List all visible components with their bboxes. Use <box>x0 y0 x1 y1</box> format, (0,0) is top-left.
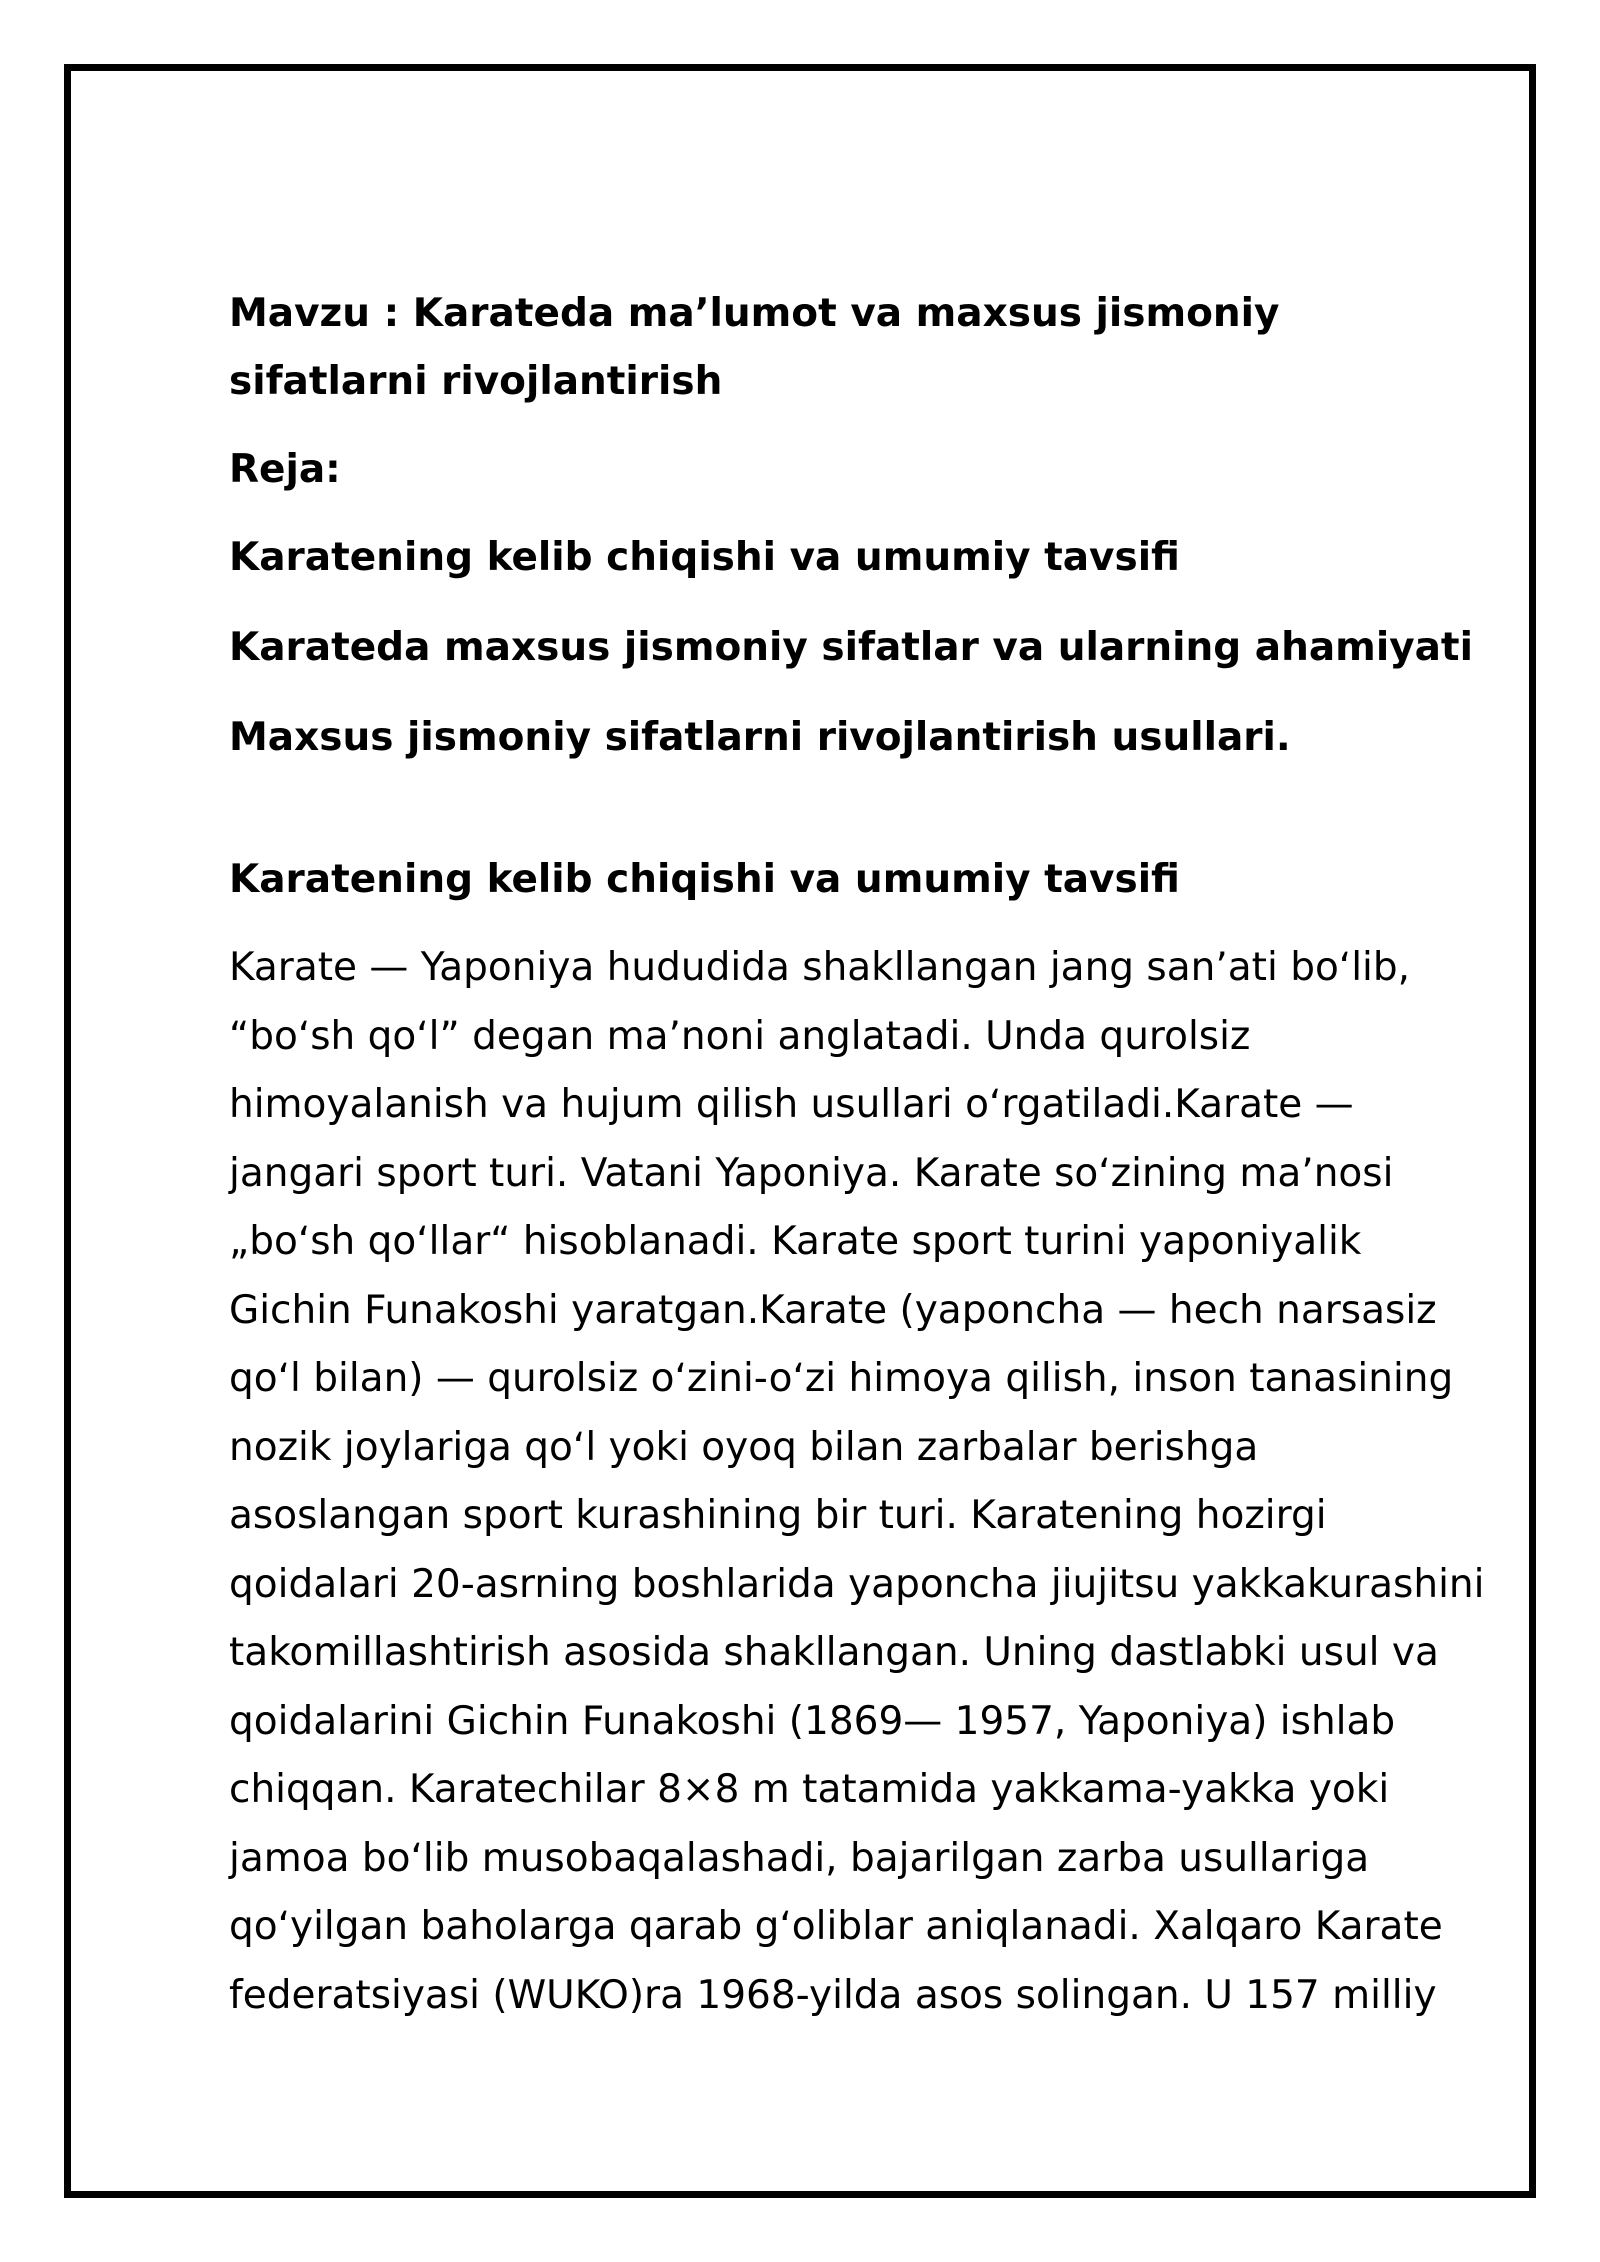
plan-item-3: Maxsus jismoniy sifatlarni rivojlantirish usullari. <box>229 715 1291 760</box>
body-paragraph: Karate — Yaponiya hududida shakllangan jang san’ati bo‘lib, “bo‘sh qo‘l” degan ma’noni anglatadi. Unda qurolsiz himoyalanish va hujum qilish usullari o‘rgatiladi.Karate — jangari sport turi. Vatani Yaponiya. Karate so‘zining ma’nosi „bo‘sh qo‘llar“ hisoblanadi. Karate sport turini yaponiyalik Gichin Funakoshi yaratgan.Karate (yaponcha — hech narsasiz qo‘l bilan) — qurolsiz o‘zini-o‘zi himoya qilish, inson tanasining nozik joylariga qo‘l yoki oyoq bilan zarbalar berishga asoslangan sport kurashining bir turi. Karatening hozirgi qoidalari 20-asrning boshlarida yaponcha jiujitsu yakkakurashini takomillashtirish asosida shakllangan. Uning dastlabki usul va qoidalarini Gichin Funakoshi (1869— 1957, Yaponiya) ishlab chiqqan. Karatechilar 8×8 m tatamida yakkama-yakka yoki jamoa bo‘lib musobaqalashadi, bajarilgan zarba usullariga qo‘yilgan baholarga qarab g‘oliblar aniqlanadi. Xalqaro Karate federatsiyasi (WUKO)ra 1968-yilda asos solingan. U 157 milliy <box>229 945 1485 2018</box>
document-title: Mavzu : Karateda ma’lumot va maxsus jismoniy sifatlarni rivojlantirish <box>229 291 1280 404</box>
section-title: Karatening kelib chiqishi va umumiy tavsifi <box>229 857 1180 902</box>
plan-item-1: Karatening kelib chiqishi va umumiy tavsifi <box>229 535 1180 580</box>
plan-label: Reja: <box>229 447 341 492</box>
plan-item-2: Karateda maxsus jismoniy sifatlar va ularning ahamiyati <box>229 625 1473 670</box>
document-content <box>229 280 1489 2030</box>
